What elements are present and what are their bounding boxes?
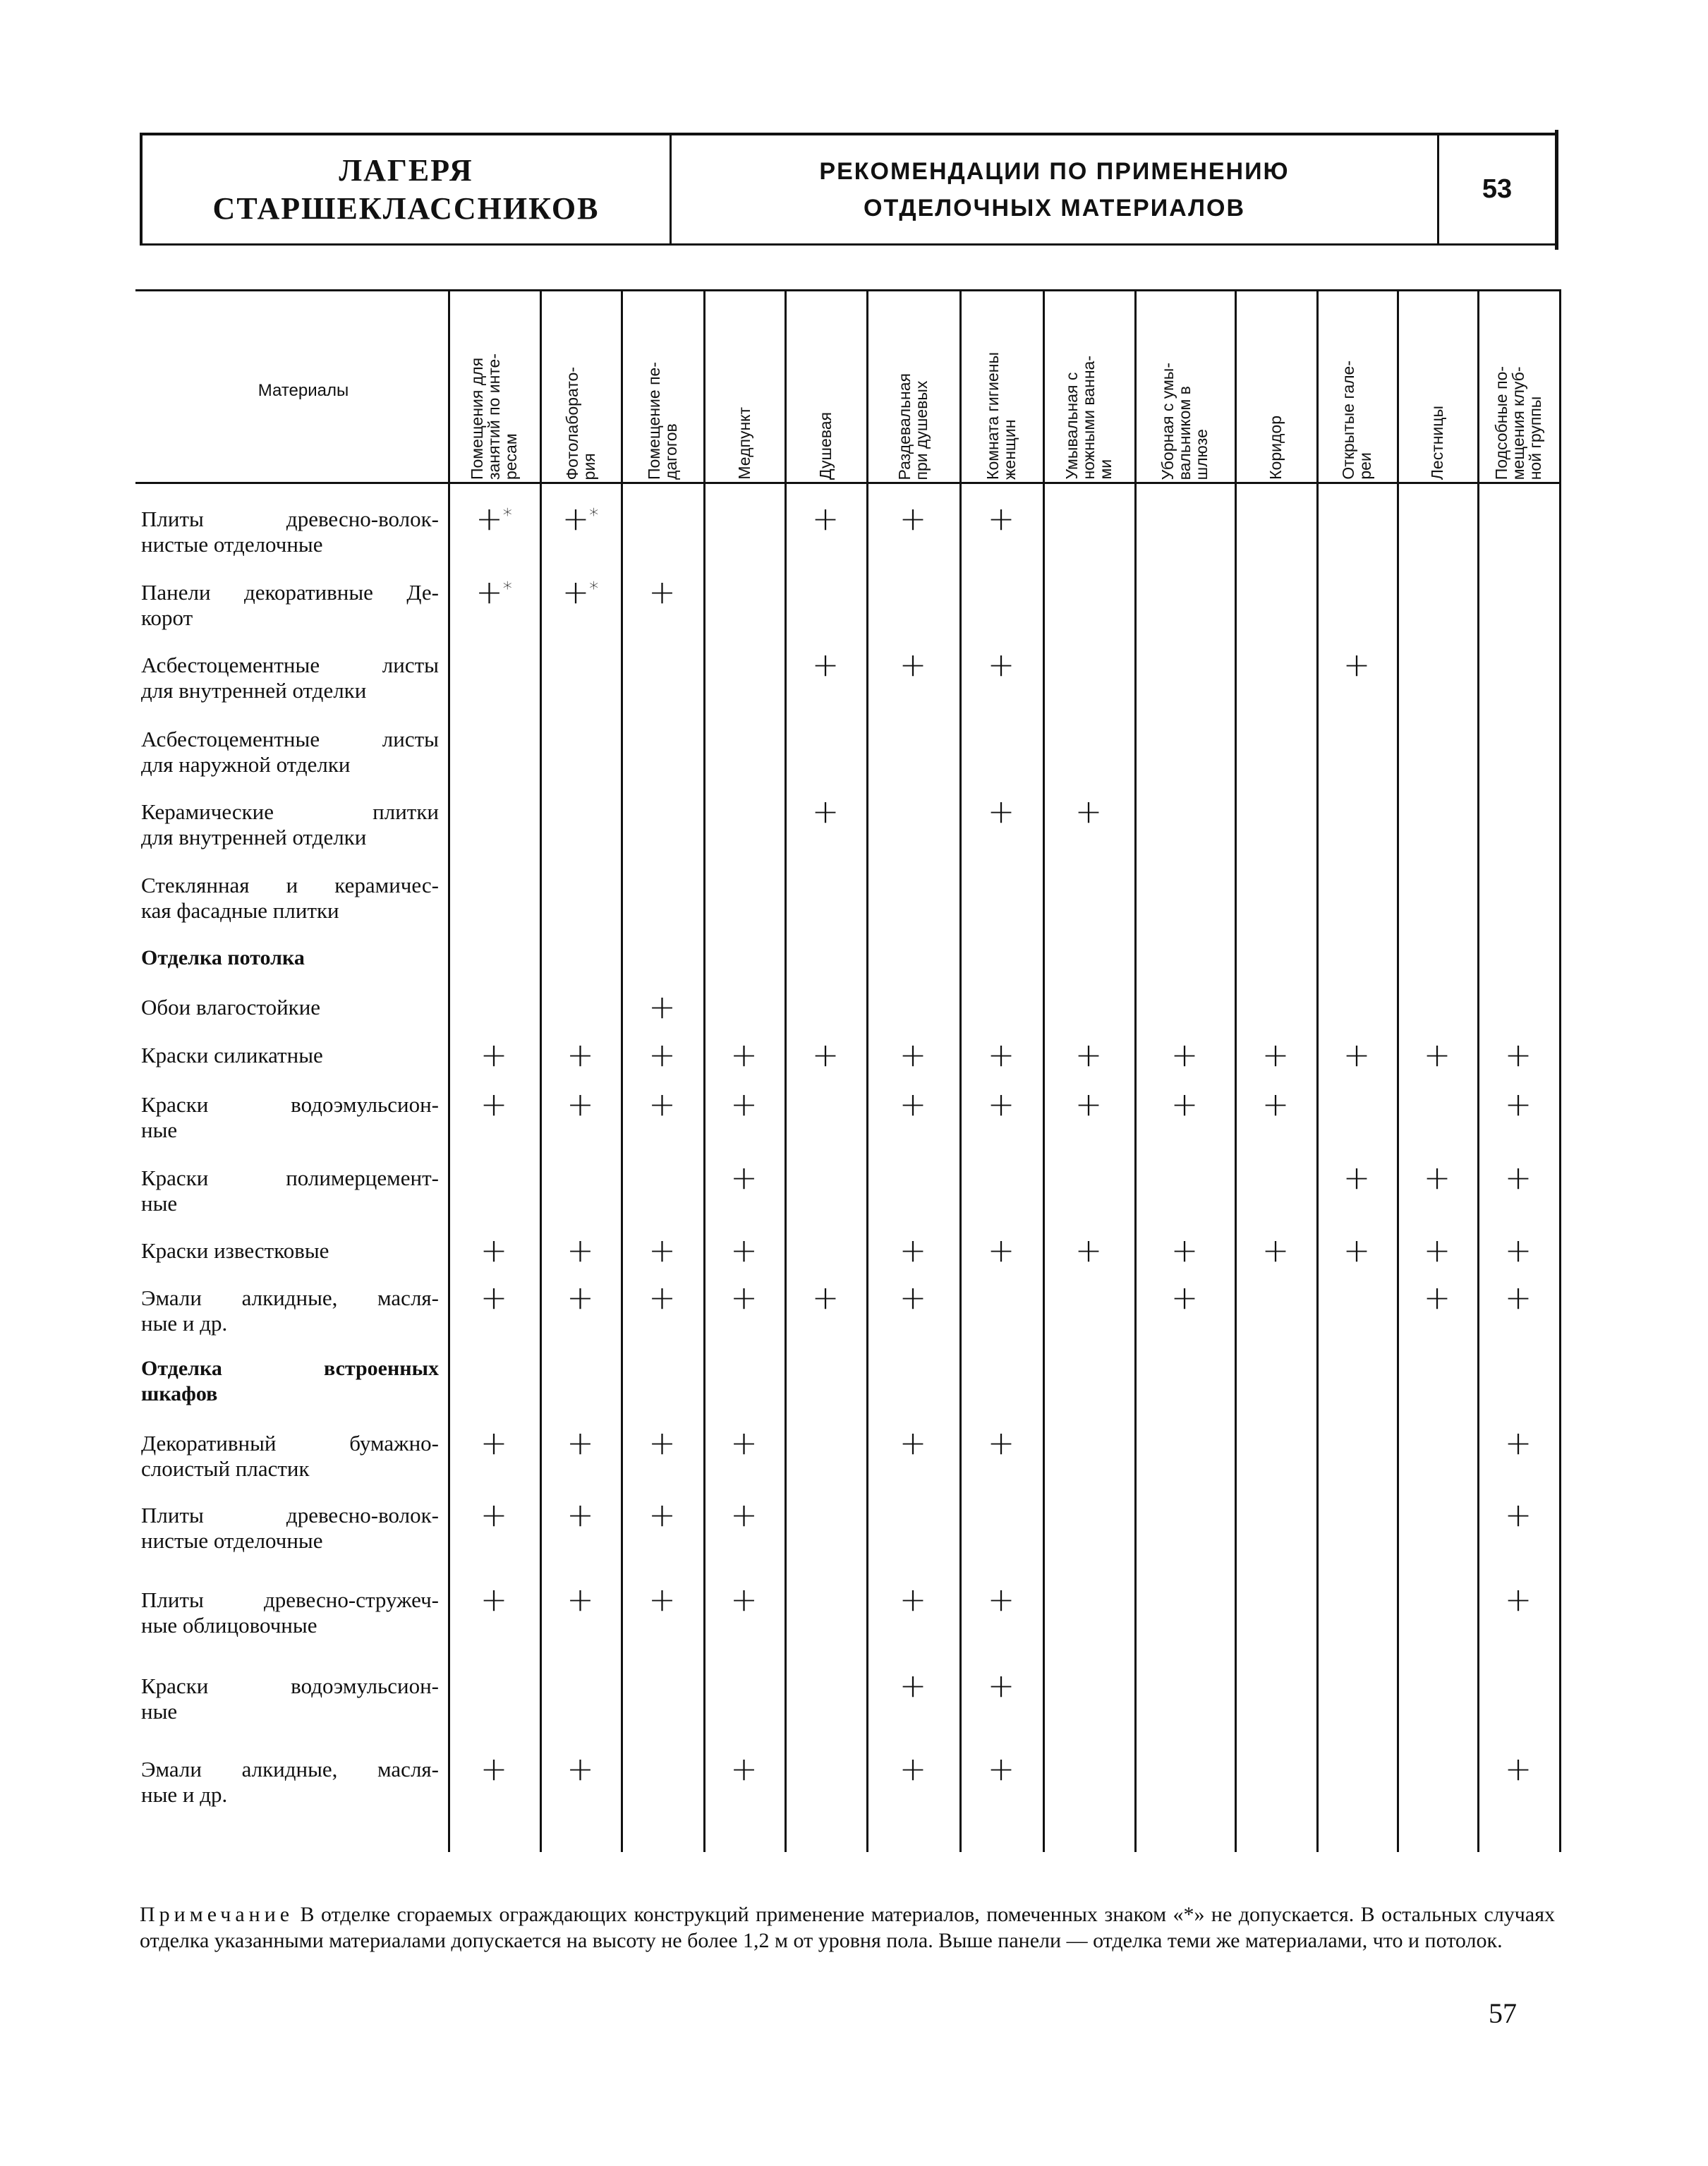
row-label-line: ные (141, 1699, 178, 1724)
recommended-mark: + (480, 1278, 508, 1317)
recommended-mark: + (1343, 1036, 1371, 1074)
recommended-mark: + (811, 500, 840, 538)
column-header (1134, 296, 1235, 480)
recommended-mark: + (1504, 1424, 1532, 1462)
column-divider (1397, 289, 1399, 1852)
row-label-line: Отделка встроенных (141, 1357, 439, 1380)
recommended-mark: + (1423, 1231, 1451, 1269)
row-label (141, 1043, 439, 1068)
recommended-mark: + (1504, 1036, 1532, 1074)
row-label-line: ные (141, 1191, 178, 1216)
recommended-mark: + (987, 792, 1015, 830)
recommended-mark: + (987, 1036, 1015, 1074)
recommended-mark: + (1504, 1496, 1532, 1534)
column-header-label: Умывальная с ножными ванна- ми (1062, 356, 1115, 480)
recommended-mark: + (1504, 1278, 1532, 1317)
recommended-mark: + (730, 1750, 758, 1788)
recommended-mark: + (480, 1231, 508, 1269)
row-label-line: Краски известковые (141, 1238, 329, 1263)
table-top-rule (135, 289, 1559, 291)
recommended-mark: +* (562, 500, 599, 538)
recommended-mark: + (1343, 646, 1371, 684)
column-divider (1235, 289, 1237, 1852)
column-header (785, 296, 866, 480)
recommended-mark: + (567, 1036, 594, 1074)
row-label-line: для внутренней отделки (141, 825, 367, 849)
header-title-line2: СТАРШЕКЛАССНИКОВ (212, 190, 600, 226)
recommended-mark: + (899, 1750, 927, 1788)
page-number: 57 (1489, 1997, 1517, 2029)
column-divider (703, 289, 705, 1852)
column-divider (866, 289, 868, 1852)
recommended-mark: + (1170, 1036, 1199, 1074)
recommended-mark: + (1423, 1278, 1451, 1317)
column-header-label: Лестницы (1428, 405, 1446, 480)
recommended-mark: + (648, 1278, 676, 1317)
recommended-mark: + (480, 1085, 508, 1123)
recommended-mark: + (1504, 1085, 1532, 1123)
row-label-line: для наружной отделки (141, 752, 351, 777)
column-divider (785, 289, 787, 1852)
recommended-mark: + (987, 500, 1015, 538)
row-label (141, 507, 439, 557)
recommended-mark: + (480, 1496, 508, 1534)
column-divider (540, 289, 542, 1852)
row-label-line: слоистый пластик (141, 1456, 310, 1481)
column-header-label: Открытые гале- реи (1339, 361, 1374, 480)
row-label-line: Краски полимерцемент- (141, 1166, 439, 1190)
column-divider (448, 289, 450, 1852)
column-header-label: Подсобные по- мещения клуб- ной группы (1492, 365, 1544, 480)
recommended-mark: + (1074, 1231, 1103, 1269)
column-header (959, 296, 1043, 480)
footnote-lead: Примечание (140, 1903, 294, 1926)
recommended-mark: + (567, 1580, 594, 1619)
recommended-mark: + (1504, 1580, 1532, 1619)
row-label (141, 1674, 439, 1724)
row-label-line: ные и др. (141, 1782, 228, 1807)
row-label-line: шкафов (141, 1382, 218, 1405)
recommended-mark: + (899, 1085, 927, 1123)
recommended-mark: + (730, 1424, 758, 1462)
recommended-mark: + (480, 1580, 508, 1619)
recommended-mark: + (1261, 1036, 1290, 1074)
row-label-line: Керамические плитки (141, 799, 439, 824)
recommended-mark: + (1170, 1085, 1199, 1123)
recommended-mark: + (480, 1424, 508, 1462)
recommended-mark: + (567, 1424, 594, 1462)
row-label (141, 1503, 439, 1554)
row-label (141, 1431, 439, 1482)
column-header-label: Помещения для занятий по инте- ресам (468, 353, 520, 480)
recommended-mark: + (648, 1085, 676, 1123)
row-label-line: Асбестоцементные листы (141, 653, 439, 677)
row-label (141, 727, 439, 778)
row-label (141, 1238, 439, 1264)
recommended-mark: + (987, 1750, 1015, 1788)
recommended-mark: +* (562, 573, 599, 611)
recommended-mark: + (1074, 1085, 1103, 1123)
row-label-line: ные и др. (141, 1311, 228, 1336)
row-label (141, 799, 439, 850)
row-label (141, 873, 439, 924)
recommended-mark: + (1343, 1231, 1371, 1269)
row-label-line: Плиты древесно-волок- (141, 1503, 439, 1527)
column-header (1316, 296, 1397, 480)
row-label-line: Плиты древесно-стружеч- (141, 1587, 439, 1612)
recommended-mark: + (987, 1231, 1015, 1269)
row-label-line: Асбестоцементные листы (141, 727, 439, 751)
column-header-label: Уборная с умы- вальником в шлюзе (1158, 362, 1211, 480)
row-label-line: ные (141, 1118, 178, 1142)
section-heading (141, 1356, 439, 1407)
column-divider (1477, 289, 1479, 1852)
column-header-label: Помещение пе- дагогов (644, 361, 680, 480)
recommended-mark: + (567, 1750, 594, 1788)
recommended-mark: + (648, 1580, 676, 1619)
header-subject-line2: ОТДЕЛОЧНЫХ МАТЕРИАЛОВ (864, 194, 1245, 222)
row-label (141, 1092, 439, 1143)
row-label-line: Краски водоэмульсион- (141, 1674, 439, 1698)
recommended-mark: + (480, 1036, 508, 1074)
recommended-mark: + (1261, 1085, 1290, 1123)
recommended-mark: +* (476, 573, 512, 611)
recommended-mark: + (648, 1231, 676, 1269)
recommended-mark: + (730, 1231, 758, 1269)
row-label (141, 580, 439, 631)
row-label-line: Декоративный бумажно- (141, 1431, 439, 1456)
row-label-line: Эмали алкидные, масля- (141, 1757, 439, 1781)
recommended-mark: + (811, 1278, 840, 1317)
recommended-mark: + (1074, 1036, 1103, 1074)
column-header (1043, 296, 1134, 480)
materials-column-header: Материалы (258, 381, 349, 400)
recommended-mark: + (1423, 1158, 1451, 1197)
column-divider (1316, 289, 1319, 1852)
column-header (1397, 296, 1477, 480)
recommended-mark: + (811, 792, 840, 830)
recommended-mark: + (811, 646, 840, 684)
row-label (141, 1285, 439, 1336)
row-label-line: нистые отделочные (141, 1528, 323, 1553)
row-label-line: кая фасадные плитки (141, 898, 339, 923)
recommended-mark: + (1261, 1231, 1290, 1269)
table-header-rule (135, 482, 1559, 484)
row-label-line: Эмали алкидные, масля- (141, 1285, 439, 1310)
recommended-mark: + (730, 1580, 758, 1619)
recommended-mark: + (899, 1231, 927, 1269)
column-divider (1043, 289, 1045, 1852)
recommended-mark: +* (476, 500, 512, 538)
recommended-mark: + (899, 1278, 927, 1317)
column-header (621, 296, 703, 480)
column-divider (621, 289, 623, 1852)
column-header-label: Комната гигиены женщин (983, 352, 1019, 480)
recommended-mark: + (811, 1036, 840, 1074)
row-label-line: Панели декоративные Де- (141, 580, 439, 605)
recommended-mark: + (567, 1085, 594, 1123)
recommended-mark: + (899, 1036, 927, 1074)
recommended-mark: + (899, 646, 927, 684)
column-header (540, 296, 621, 480)
recommended-mark: + (730, 1158, 758, 1197)
header-title-line1: ЛАГЕРЯ (339, 152, 473, 188)
recommended-mark: + (648, 1036, 676, 1074)
row-label-line: ные облицовочные (141, 1613, 317, 1638)
footnote-text: В отделке сгораемых ограждающих конструкций применение материалов, помеченных знаком «*» не допускается. В остальных случаях отделка указанными материалами допускается на высоту не более 1,2 м от уровня пола. Выше панели — отделка теми же материалами, что и потолок. (140, 1903, 1555, 1952)
footnote (140, 1901, 1555, 1954)
section-heading (141, 945, 439, 971)
column-divider (1134, 289, 1137, 1852)
header-sheet-number: 53 (1482, 174, 1513, 204)
recommended-mark: + (648, 573, 676, 611)
column-divider (959, 289, 962, 1852)
recommended-mark: + (1343, 1158, 1371, 1197)
header-subject-line1: РЕКОМЕНДАЦИИ ПО ПРИМЕНЕНИЮ (819, 157, 1290, 185)
row-label-line: Краски водоэмульсион- (141, 1092, 439, 1117)
column-divider (1559, 289, 1561, 1852)
row-label-line: Отделка потолка (141, 946, 305, 969)
recommended-mark: + (730, 1036, 758, 1074)
recommended-mark: + (648, 1424, 676, 1462)
row-label (141, 1757, 439, 1808)
row-label-line: для внутренней отделки (141, 678, 367, 703)
recommended-mark: + (730, 1278, 758, 1317)
recommended-mark: + (648, 1496, 676, 1534)
row-label (141, 1166, 439, 1216)
column-header (703, 296, 785, 480)
row-label-line: Стеклянная и керамичес- (141, 873, 439, 897)
recommended-mark: + (899, 1666, 927, 1705)
column-header (448, 296, 540, 480)
recommended-mark: + (1074, 792, 1103, 830)
row-label-line: Обои влагостойкие (141, 995, 321, 1020)
recommended-mark: + (480, 1750, 508, 1788)
column-header (1235, 296, 1316, 480)
recommended-mark: + (1170, 1278, 1199, 1317)
column-header (1477, 296, 1559, 480)
recommended-mark: + (1504, 1231, 1532, 1269)
recommended-mark: + (987, 1085, 1015, 1123)
row-label (141, 1587, 439, 1638)
column-header-label: Медпункт (734, 407, 753, 480)
row-label (141, 653, 439, 703)
recommended-mark: + (1423, 1036, 1451, 1074)
row-label-line: Краски силикатные (141, 1043, 323, 1067)
recommended-mark: + (567, 1278, 594, 1317)
column-header-label: Коридор (1266, 416, 1285, 480)
row-label (141, 995, 439, 1020)
column-header (866, 296, 959, 480)
recommended-mark: + (1170, 1231, 1199, 1269)
recommended-mark: + (1504, 1750, 1532, 1788)
recommended-mark: + (899, 500, 927, 538)
recommended-mark: + (730, 1085, 758, 1123)
recommended-mark: + (567, 1231, 594, 1269)
recommended-mark: + (987, 1666, 1015, 1705)
recommended-mark: + (899, 1424, 927, 1462)
column-header-label: Фотолаборато- рия (562, 366, 598, 480)
recommended-mark: + (899, 1580, 927, 1619)
row-label-line: корот (141, 605, 193, 630)
recommended-mark: + (648, 988, 676, 1026)
row-label-line: Плиты древесно-волок- (141, 507, 439, 531)
recommended-mark: + (987, 1424, 1015, 1462)
recommended-mark: + (987, 646, 1015, 684)
recommended-mark: + (1504, 1158, 1532, 1197)
recommended-mark: + (987, 1580, 1015, 1619)
column-header-label: Раздевальная при душевых (895, 373, 931, 480)
recommended-mark: + (567, 1496, 594, 1534)
column-header-label: Душевая (816, 411, 835, 480)
row-label-line: нистые отделочные (141, 532, 323, 557)
recommended-mark: + (730, 1496, 758, 1534)
